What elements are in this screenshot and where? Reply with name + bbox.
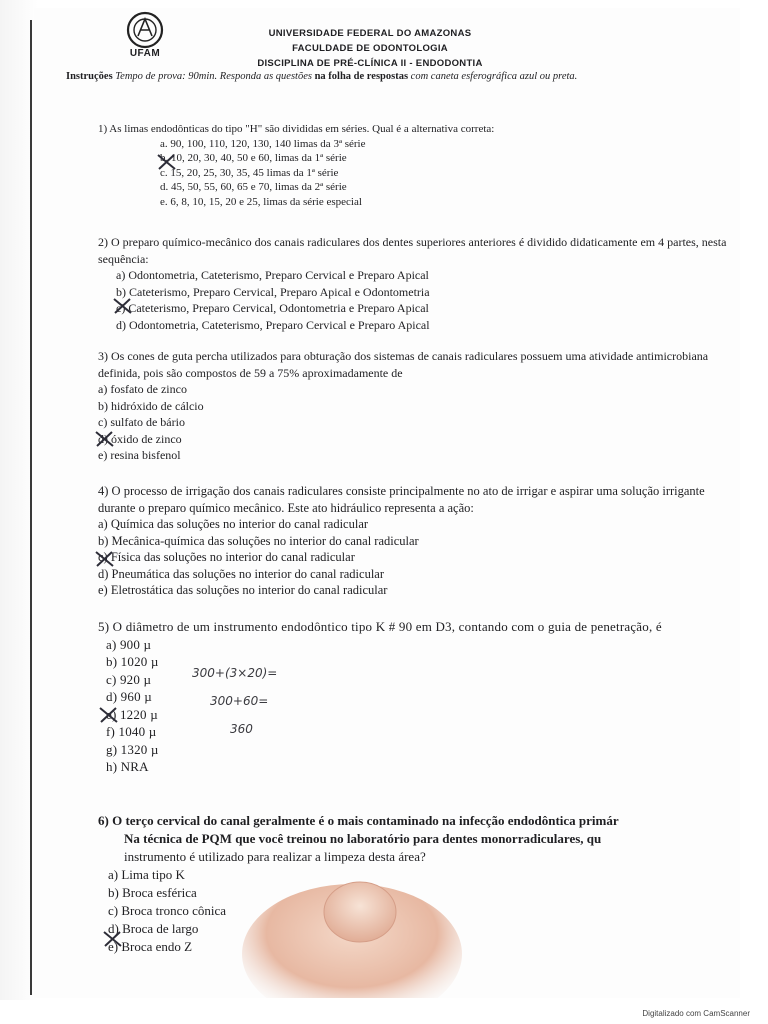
scan-edge-shadow [0,0,38,1000]
option-h: h) NRA [106,759,149,774]
instructions-lead: Instruções [66,71,113,82]
option-a: a) fosfato de zinco [98,382,187,396]
option-d: d) Broca de largo [108,921,199,936]
option-b: b) Broca esférica [108,885,197,900]
instructions-text: Tempo de prova: 90min. Responda as questões [112,71,315,82]
question-stem: 5) O diâmetro de um instrumento endodôntico tipo K # 90 em D3, contando com o guia de penetração, é [98,619,662,634]
option-a: a) Química das soluções no interior do canal radicular [98,517,369,531]
option-d: d) Odontometria, Cateterismo, Preparo Cervical e Preparo Apical [116,317,430,332]
handwritten-line: 300+60= [210,694,269,708]
option-c: c) Cateterismo, Preparo Cervical, Odontometria e Preparo Apical [116,301,429,315]
option-c: c) sulfato de bário [98,415,185,429]
university-name: UNIVERSIDADE FEDERAL DO AMAZONAS [268,28,472,39]
university-seal-icon [120,10,170,70]
option-b: b) hidróxido de cálcio [98,398,204,413]
option-e: e) 1220 µ [106,706,158,722]
option-c: c. 15, 20, 25, 30, 35, 45 limas da 1ª série [160,166,339,179]
answer-mark-icon [94,549,116,569]
option-e: e) Broca endo Z [108,939,193,954]
question-stem: 4) O processo de irrigação dos canais radiculares consiste principalmente no ato de irrigar e aspirar uma solução irrigante durante o preparo químico mecânico. Este ato hidráulico representa a ação: [98,484,705,515]
option-f: f) 1040 µ [106,724,157,739]
option-b: b. 10, 20, 30, 40, 50 e 60, limas da 1ª série [160,152,347,164]
option-b: b) Mecânica-química das soluções no interior do canal radicular [98,533,419,548]
question-stem: 2) O preparo químico-mecânico dos canais radiculares dos dentes superiores anteriores é dividido didaticamente em 4 partes, nesta sequência: [98,235,727,266]
option-c: c) 920 µ [106,671,152,687]
option-b: b) 1020 µ [106,654,159,669]
exam-header [220,26,520,71]
discipline-name: DISCIPLINA DE PRÉ-CLÍNICA II - ENDODONTIA [257,58,483,69]
question-3 [98,348,733,464]
option-d: d) 960 µ [106,689,152,704]
question-2 [98,234,733,333]
thumb-image [232,874,462,998]
option-a: a) Odontometria, Cateterismo, Preparo Cervical e Preparo Apical [116,268,429,282]
question-stem-continued: Na técnica de PQM que você treinou no laboratório para dentes monorradiculares, qu [124,831,602,846]
option-b: b) Cateterismo, Preparo Cervical, Preparo Apical e Odontometria [116,284,430,299]
handwritten-line: 360 [230,722,253,736]
question-1 [98,122,733,209]
option-e: e. 6, 8, 10, 15, 20 e 25, limas da série especial [160,195,362,208]
question-stem: 3) Os cones de guta percha utilizados para obturação dos sistemas de canais radiculares possuem uma atividade antimicrobiana definida, pois são compostos de 59 a 75% aproximadamente de [98,349,709,380]
scanner-watermark: Digitalizado com CamScanner [642,1009,750,1018]
option-c: c) Física das soluções no interior do canal radicular [98,550,355,564]
option-d: d) óxido de zinco [98,431,182,446]
answer-mark-icon [98,705,120,725]
option-e: e) resina bisfenol [98,448,181,462]
option-d: d. 45, 50, 55, 60, 65 e 70, limas da 2ª série [160,181,347,193]
exam-instructions [66,70,686,84]
option-d: d) Pneumática das soluções no interior do canal radicular [98,566,385,581]
question-4 [98,483,733,599]
answer-mark-icon [156,152,178,172]
university-logo-label: UFAM [129,48,161,59]
handwritten-calculation [192,660,282,740]
option-a: a) Lima tipo K [108,867,185,882]
option-g: g) 1320 µ [106,741,159,757]
instructions-text-end: com caneta esferográfica azul ou preta. [408,71,578,82]
handwritten-line: 300+(3×20)= [192,666,278,680]
option-c: c) Broca tronco cônica [108,903,227,918]
page-edge [30,20,32,995]
question-stem: 6) O terço cervical do canal geralmente é o mais contaminado na infecção endodôntica primár [98,813,619,828]
instructions-emphasis: na folha de respostas [314,71,409,82]
answer-mark-icon [102,929,124,949]
option-e: e) Eletrostática das soluções no interior do canal radicular [98,583,388,597]
option-a: a) 900 µ [106,636,152,652]
question-stem: 1) As limas endodônticas do tipo "H" são divididas em séries. Qual é a alternativa correta: [98,123,495,135]
question-stem-continued: instrumento é utilizado para realizar a limpeza desta área? [124,849,426,864]
answer-mark-icon [94,429,116,449]
option-a: a. 90, 100, 110, 120, 130, 140 limas da 3ª série [160,137,366,150]
answer-mark-icon [112,296,134,316]
faculty-name: FACULDADE DE ODONTOLOGIA [292,43,448,54]
